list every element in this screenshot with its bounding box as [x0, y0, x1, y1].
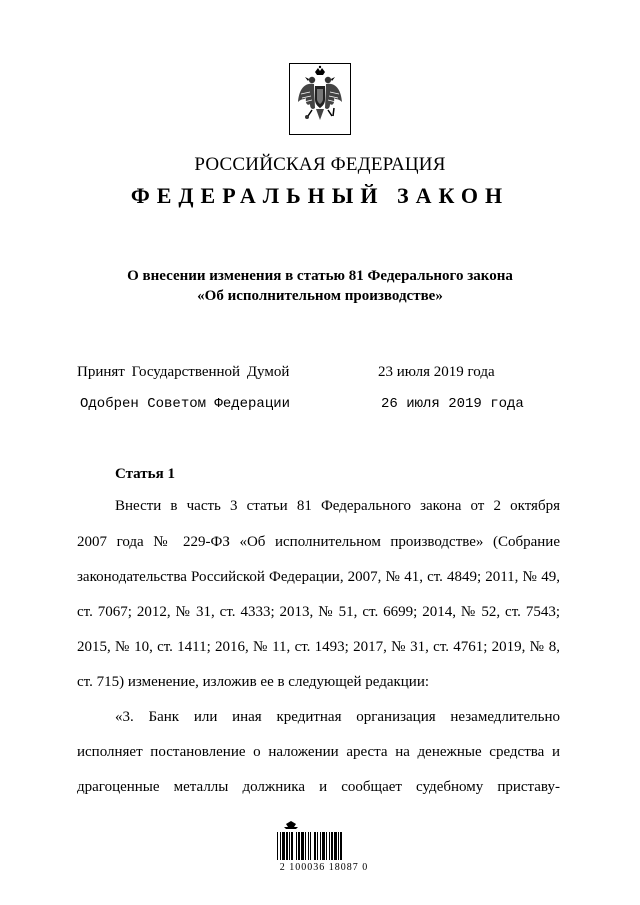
article-text-line: драгоценные металлы должника и сообщает судебному приставу- — [77, 779, 560, 795]
country-name: РОССИЙСКАЯ ФЕДЕРАЦИЯ — [194, 154, 446, 175]
article-text-line: исполняет постановление о наложении ареста на денежные средства и — [77, 744, 560, 760]
adopted-date: 23 июля 2019 года — [378, 364, 495, 380]
law-subtitle-line-2: «Об исполнительном производстве» — [197, 288, 443, 304]
law-subtitle-line-1: О внесении изменения в статью 81 Федерального закона — [127, 268, 513, 284]
article-heading: Статья 1 — [115, 466, 175, 482]
article-text-line: ст. 7067; 2012, № 31, ст. 4333; 2013, № 51, ст. 6699; 2014, № 52, ст. 7543; — [77, 604, 560, 620]
barcode-icon — [267, 820, 379, 862]
adopted-label: Принят Государственной Думой — [77, 364, 290, 380]
article-text-line: 2007 года № 229-ФЗ «Об исполнительном производстве» (Собрание — [77, 534, 560, 550]
state-emblem — [289, 63, 351, 135]
small-emblem-mark-icon — [284, 821, 298, 829]
article-text-line: ст. 715) изменение, изложив ее в следующей редакции: — [77, 674, 430, 690]
barcode-number: 2 100036 18087 0 — [279, 862, 369, 873]
approved-label: Одобрен Советом Федерации — [80, 396, 291, 412]
article-text-line: законодательства Российской Федерации, 2007, № 41, ст. 4849; 2011, № 49, — [77, 569, 560, 585]
article-text-line: Внести в часть 3 статьи 81 Федерального закона от 2 октября — [115, 498, 560, 514]
approved-date: 26 июля 2019 года — [381, 396, 524, 412]
document-type-title: ФЕДЕРАЛЬНЫЙ ЗАКОН — [130, 183, 510, 208]
article-text-line: 2015, № 10, ст. 1411; 2016, № 11, ст. 1493; 2017, № 31, ст. 4761; 2019, № 8, — [77, 639, 560, 655]
double-headed-eagle-emblem-icon — [290, 64, 350, 134]
article-text-line: «3. Банк или иная кредитная организация незамедлительно — [115, 709, 560, 725]
